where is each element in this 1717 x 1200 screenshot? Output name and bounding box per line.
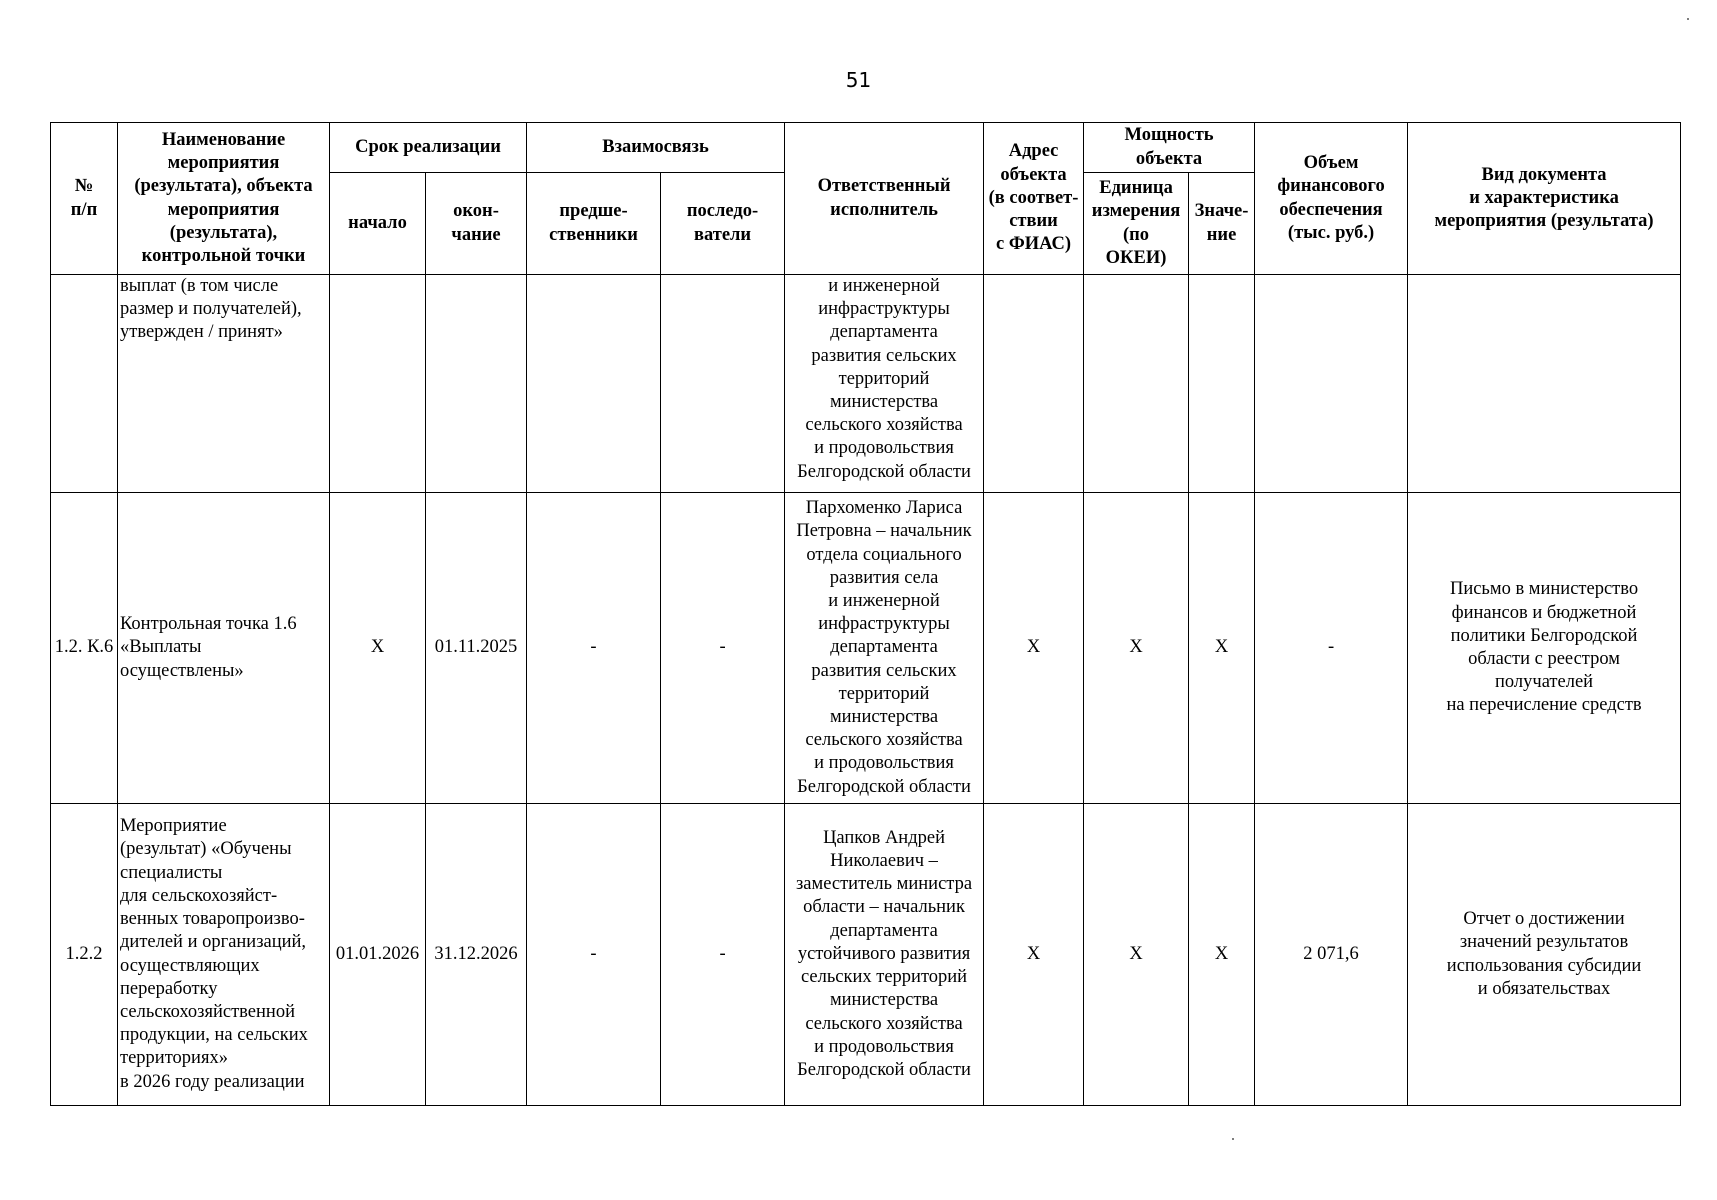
header-value: Значе- ние xyxy=(1189,173,1255,275)
cell-name: Мероприятие (результат) «Обучены специалисты для сельскохозяйст- венных товаропроизво- дителей и организаций, осуществляющих переработку сельскохозяйственной продукции, на сельских территориях» в 2026 году реализации xyxy=(118,804,330,1106)
cell-start xyxy=(330,275,426,493)
cell-predecessors: - xyxy=(527,493,661,804)
cell-responsible: Цапков Андрей Николаевич – заместитель министра области – начальник департамента устойчивого развития сельских территорий министерства сельского хозяйства и продовольствия Белгородской области xyxy=(785,804,984,1106)
header-capacity: Мощность объекта xyxy=(1084,123,1255,173)
header-name: Наименование мероприятия (результата), объекта мероприятия (результата), контрольной точки xyxy=(118,123,330,275)
header-term: Срок реализации xyxy=(330,123,527,173)
cell-successors: - xyxy=(661,493,785,804)
cell-end: 31.12.2026 xyxy=(426,804,527,1106)
cell-value xyxy=(1189,275,1255,493)
cell-address: X xyxy=(984,804,1084,1106)
header-financing: Объем финансового обеспечения (тыс. руб.) xyxy=(1255,123,1408,275)
cell-unit: X xyxy=(1084,493,1189,804)
cell-name: выплат (в том числе размер и получателей), утвержден / принят» xyxy=(118,275,330,493)
header-relation: Взаимосвязь xyxy=(527,123,785,173)
cell-doc-type: Письмо в министерство финансов и бюджетной политики Белгородской области с реестром получателей на перечисление средств xyxy=(1408,493,1681,804)
table-header xyxy=(51,123,1681,275)
cell-value: X xyxy=(1189,804,1255,1106)
cell-financing: - xyxy=(1255,493,1408,804)
cell-value: X xyxy=(1189,493,1255,804)
cell-responsible: Пархоменко Лариса Петровна – начальник отдела социального развития села и инженерной инфраструктуры департамента развития сельских территорий министерства сельского хозяйства и продовольствия Белгородской области xyxy=(785,493,984,804)
header-doc-type: Вид документа и характеристика мероприятия (результата) xyxy=(1408,123,1681,275)
cell-address: X xyxy=(984,493,1084,804)
cell-num xyxy=(51,275,118,493)
cell-end: 01.11.2025 xyxy=(426,493,527,804)
table-row xyxy=(51,493,1681,804)
table-row xyxy=(51,275,1681,493)
scan-speck xyxy=(1687,18,1689,20)
header-unit: Единица измерения (по ОКЕИ) xyxy=(1084,173,1189,275)
cell-doc-type xyxy=(1408,275,1681,493)
cell-doc-type: Отчет о достижении значений результатов использования субсидии и обязательствах xyxy=(1408,804,1681,1106)
cell-num: 1.2.2 xyxy=(51,804,118,1106)
plan-table xyxy=(50,122,1681,1106)
cell-name: Контрольная точка 1.6 «Выплаты осуществлены» xyxy=(118,493,330,804)
cell-address xyxy=(984,275,1084,493)
cell-successors: - xyxy=(661,804,785,1106)
cell-responsible: и инженерной инфраструктуры департамента развития сельских территорий министерства сельского хозяйства и продовольствия Белгородской области xyxy=(785,275,984,493)
cell-successors xyxy=(661,275,785,493)
cell-predecessors xyxy=(527,275,661,493)
cell-predecessors: - xyxy=(527,804,661,1106)
header-num: № п/п xyxy=(51,123,118,275)
header-responsible: Ответственный исполнитель xyxy=(785,123,984,275)
header-row-1 xyxy=(51,123,1681,173)
header-end: окон- чание xyxy=(426,173,527,275)
cell-unit xyxy=(1084,275,1189,493)
header-successors: последо- ватели xyxy=(661,173,785,275)
cell-financing: 2 071,6 xyxy=(1255,804,1408,1106)
cell-start: 01.01.2026 xyxy=(330,804,426,1106)
cell-num: 1.2. К.6 xyxy=(51,493,118,804)
page-number: 51 xyxy=(845,68,872,92)
scan-speck xyxy=(1232,1138,1234,1140)
table-row xyxy=(51,804,1681,1106)
header-start: начало xyxy=(330,173,426,275)
cell-financing xyxy=(1255,275,1408,493)
cell-unit: X xyxy=(1084,804,1189,1106)
header-predecessors: предше- ственники xyxy=(527,173,661,275)
cell-start: X xyxy=(330,493,426,804)
table-body xyxy=(51,275,1681,1106)
cell-end xyxy=(426,275,527,493)
header-address: Адрес объекта (в соответ- ствии с ФИАС) xyxy=(984,123,1084,275)
